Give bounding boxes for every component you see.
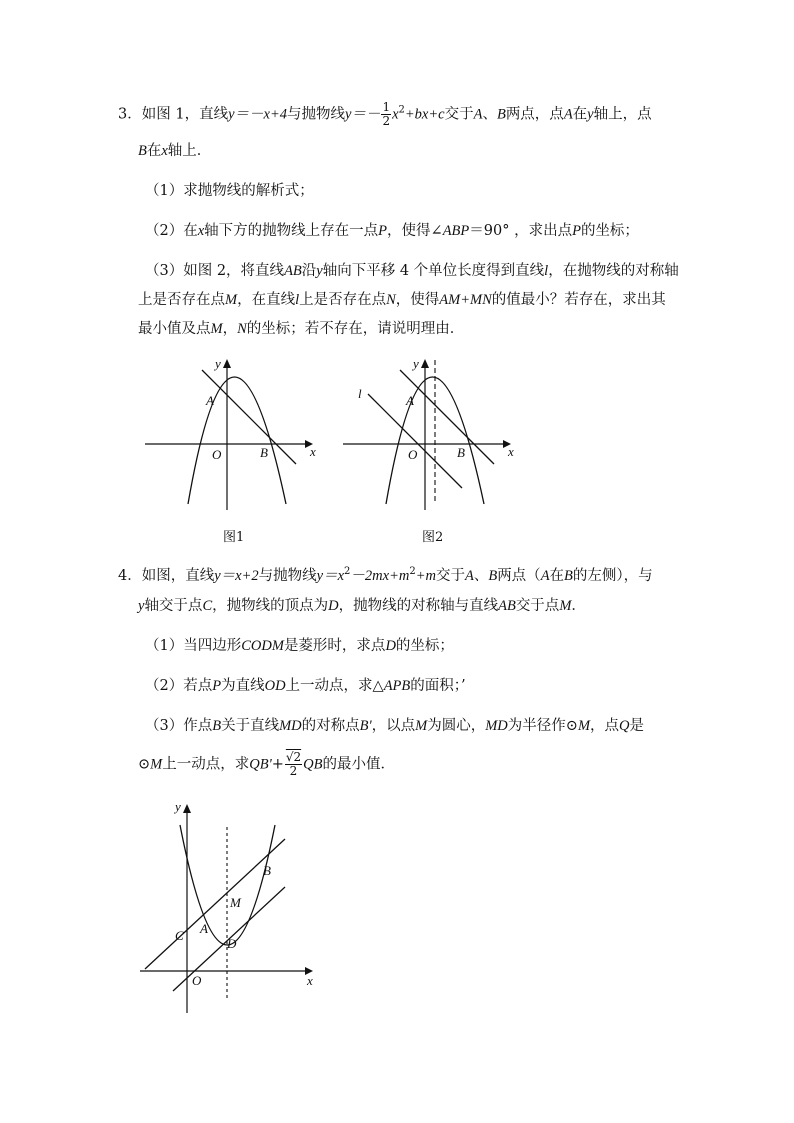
line-AB [145, 839, 285, 969]
label-C: C [175, 928, 184, 943]
label-x: x [508, 444, 514, 459]
label-y: y [215, 356, 221, 371]
label-A: A [406, 393, 414, 408]
q4-part3-line1: （3）作点B关于直线MD的对称点B'，以点M为圆心，MD为半径作⊙M，点Q是 [145, 718, 645, 734]
q4-part1: （1）当四边形CODM是菱形时，求点D的坐标； [145, 638, 454, 654]
y-axis-arrow [223, 359, 231, 368]
q3-part3-line1: （3）如图 2，将直线AB沿y轴向下平移 4 个单位长度得到直线l，在抛物线的对称轴 [145, 263, 679, 279]
label-B: B [457, 445, 465, 460]
label-y: y [175, 799, 181, 814]
q3-figure-2-caption: 图2 [422, 530, 444, 545]
q4-stem-line1: 4．如图，直线y＝x+2与抛物线$y=x^2-2mx+m^2+m$交于A、B两点（A在B的左侧），与 [118, 566, 653, 584]
q4-stem-line2: y轴交于点C，抛物线的顶点为D，抛物线的对称轴与直线AB交于点M． [138, 598, 586, 614]
q3-part1: （1）求抛物线的解析式； [145, 183, 314, 199]
label-y: y [413, 356, 419, 371]
label-M: M [230, 895, 241, 910]
label-l: l [358, 386, 362, 401]
y-axis-arrow [421, 359, 429, 368]
parabola [188, 377, 286, 504]
label-D: D [227, 936, 237, 951]
label-B: B [263, 863, 271, 878]
q3-stem-line2: B在x轴上． [138, 143, 212, 159]
label-O: O [192, 973, 202, 988]
line-l [368, 394, 462, 488]
q3-stem-line1: 3．如图 1，直线y＝－x+4与抛物线y＝－ $\frac{1}{2}$ $x^2+bx+c$交于A、B两点，点A在y轴上，点 [118, 100, 652, 128]
q4-number: 4． [118, 568, 142, 584]
q4-figure [135, 795, 335, 1020]
q3-fraction: $\frac{1}{2}$ [382, 100, 391, 128]
label-O: O [408, 447, 418, 462]
label-A: A [200, 921, 208, 936]
q4-fraction: $\frac{√2}{2}$ [285, 750, 302, 778]
y-axis-arrow [183, 804, 191, 813]
label-B: B [260, 445, 268, 460]
label-O: O [212, 447, 222, 462]
q3-figure-1-caption: 图1 [223, 530, 245, 545]
q3-figure-2 [338, 350, 528, 520]
q4-part3-line2: ⊙M上一动点，求QB'+ $\frac{√2}{2}$ QB的最小值． [138, 750, 395, 778]
q3-part3-line3: 最小值及点M，N的坐标；若不存在，请说明理由． [138, 321, 465, 337]
q3-part3-line2: 上是否存在点M，在直线l上是否存在点N，使得AM+MN的值最小？若存在，求出其 [138, 292, 666, 308]
q4-part2: （2）若点P为直线OD上一动点，求△APB的面积；’ [145, 678, 466, 694]
label-x: x [310, 444, 316, 459]
label-A: A [206, 393, 214, 408]
parabola [180, 825, 275, 945]
q3-figure-1 [140, 350, 330, 520]
q3-number: 3． [118, 106, 142, 123]
label-x: x [307, 973, 313, 988]
q3-part2: （2）在x轴下方的抛物线上存在一点P，使得∠ABP＝90° ，求出点P的坐标； [145, 223, 639, 239]
